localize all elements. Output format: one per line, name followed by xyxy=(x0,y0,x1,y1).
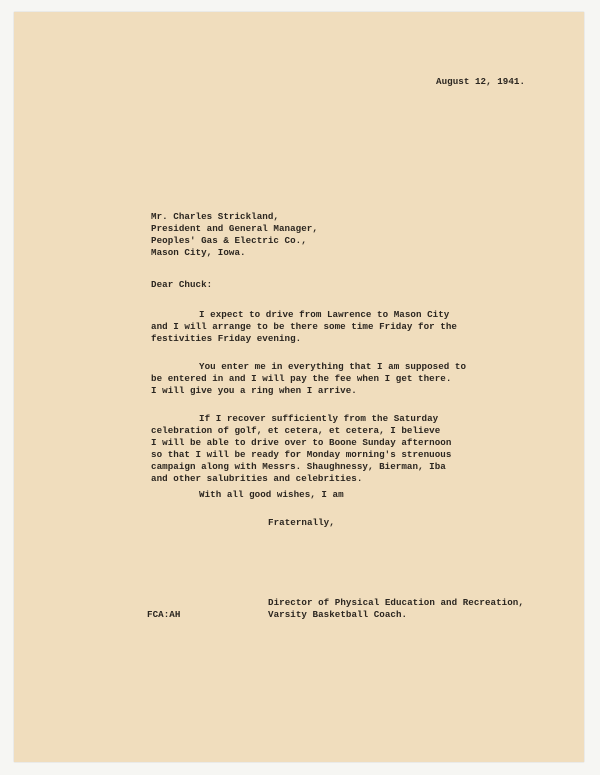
salutation: Dear Chuck: xyxy=(151,279,213,290)
paragraph-3-line-1: If I recover sufficiently from the Saturday xyxy=(199,413,439,424)
paragraph-3-line-5: campaign along with Messrs. Shaughnessy, Bierman, Iba xyxy=(151,461,446,472)
complimentary-close: Fraternally, xyxy=(268,517,335,528)
paragraph-2-line-2: be entered in and I will pay the fee when I get there. xyxy=(151,373,452,384)
paragraph-2-line-1: You enter me in everything that I am supposed to xyxy=(199,361,467,372)
paragraph-1-line-3: festivities Friday evening. xyxy=(151,333,302,344)
recipient-company: Peoples' Gas & Electric Co., xyxy=(151,235,307,246)
letter-date: August 12, 1941. xyxy=(436,76,526,87)
paragraph-2-line-3: I will give you a ring when I arrive. xyxy=(151,385,357,396)
typist-initials: FCA:AH xyxy=(147,609,181,620)
paragraph-3-line-4: so that I will be ready for Monday morning's strenuous xyxy=(151,449,452,460)
recipient-name: Mr. Charles Strickland, xyxy=(151,211,279,222)
closing-wish: With all good wishes, I am xyxy=(199,489,344,500)
signature-title-line-2: Varsity Basketball Coach. xyxy=(268,609,408,620)
paragraph-1-line-1: I expect to drive from Lawrence to Mason City xyxy=(199,309,450,320)
letter-page xyxy=(14,12,584,762)
paragraph-1-line-2: and I will arrange to be there some time Friday for the xyxy=(151,321,457,332)
paragraph-3-line-3: I will be able to drive over to Boone Sunday afternoon xyxy=(151,437,452,448)
paragraph-3-line-2: celebration of golf, et cetera, et cetera, I believe xyxy=(151,425,441,436)
signature-title-line-1: Director of Physical Education and Recreation, xyxy=(268,597,524,608)
recipient-city: Mason City, Iowa. xyxy=(151,247,246,258)
recipient-title: President and General Manager, xyxy=(151,223,318,234)
paragraph-3-line-6: and other salubrities and celebrities. xyxy=(151,473,363,484)
